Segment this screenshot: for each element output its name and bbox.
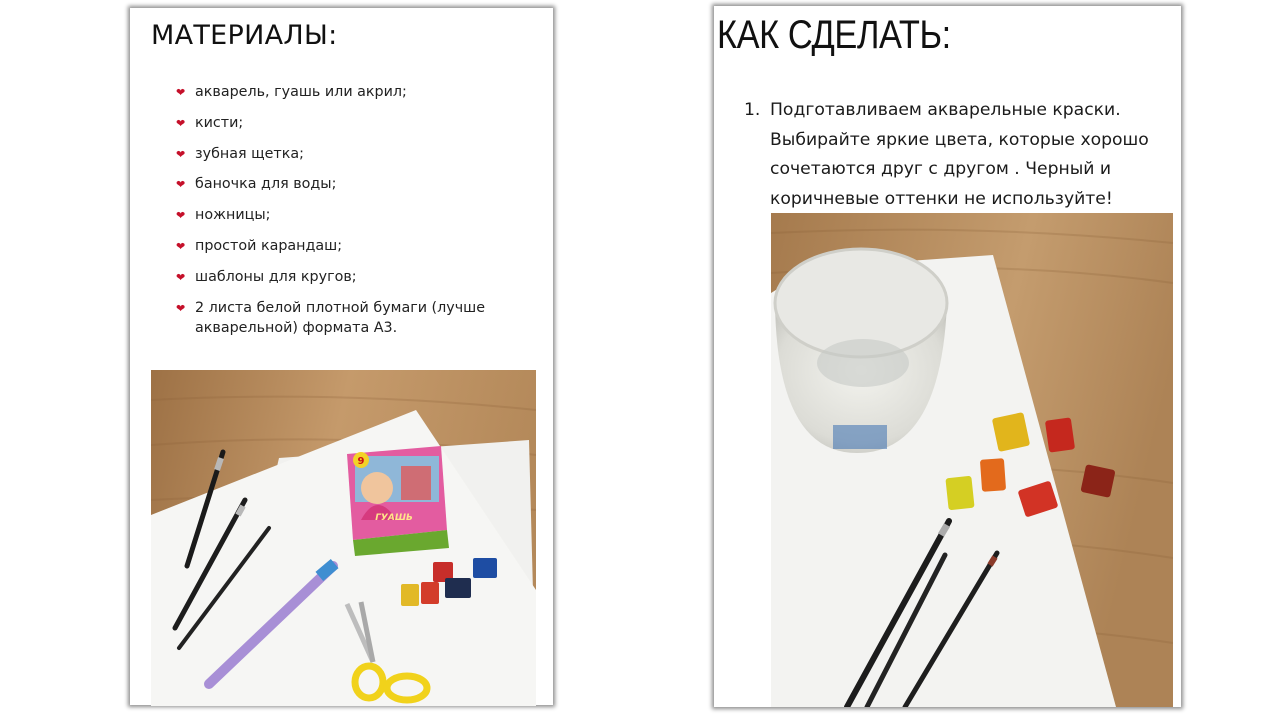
list-item [176,82,546,102]
materials-slide-card [130,8,553,705]
list-item-text: ножницы; [195,207,271,224]
list-item [176,174,546,194]
list-item [176,267,546,287]
list-item [176,113,546,133]
list-item-text: шаблоны для кругов; [195,268,357,285]
list-item-text: акварель, гуашь или акрил; [195,84,407,100]
list-item [176,236,546,256]
list-item-text: 2 листа белой плотной бумаги (лучше акварельной) формата А3. [195,299,486,336]
materials-list [176,82,546,349]
list-item [176,205,546,225]
heart-icon: ❤ [176,86,186,99]
heart-icon: ❤ [176,301,186,315]
heart-icon: ❤ [176,239,186,253]
list-item [176,298,546,338]
list-item-text: кисти; [195,114,244,131]
paints-photo [771,213,1173,707]
materials-photo-drawing [151,370,536,706]
howto-title: КАК СДЕЛАТЬ: [717,13,951,57]
list-item-text: баночка для воды; [195,176,337,193]
materials-title: МАТЕРИАЛЫ: [151,20,338,51]
box-label: ГУАШЬ [375,513,413,523]
step-number: 1. [744,100,761,120]
list-item-text: простой карандаш; [195,237,343,254]
heart-icon: ❤ [176,209,186,223]
list-item-text: зубная щетка; [195,145,304,162]
gouache-box [347,446,449,556]
box-number: 9 [357,456,365,467]
howto-slide-card [714,6,1181,707]
heart-icon: ❤ [176,116,186,130]
heart-icon: ❤ [176,270,186,284]
list-item [176,144,546,164]
materials-photo [151,370,536,706]
heart-icon: ❤ [176,178,186,192]
paints-photo-drawing [771,213,1173,707]
step-text: Подготавливаем акварельные краски. Выбирайте яркие цвета, которые хорошо сочетаются друг с другом . Черный и коричневые оттенки не используйте! [770,100,1149,209]
heart-icon: ❤ [176,147,186,161]
